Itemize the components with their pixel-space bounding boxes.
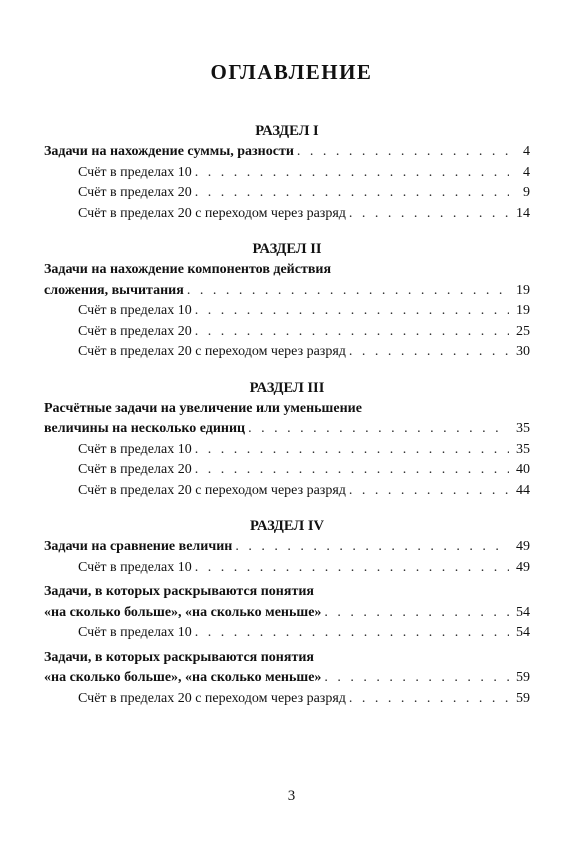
toc-entry-title: сложения, вычитания	[44, 282, 184, 298]
toc-entry-title: «на сколько больше», «на сколько меньше»	[44, 604, 322, 620]
toc-subentry[interactable]	[44, 623, 530, 644]
toc-subentry[interactable]	[44, 183, 530, 204]
toc-page-number: 4	[523, 164, 530, 180]
toc-entry-title: Счёт в пределах 20	[78, 462, 192, 477]
toc-page-number: 4	[523, 144, 530, 159]
dot-leader	[349, 342, 509, 363]
toc-subentry[interactable]	[44, 204, 530, 225]
toc-page-number: 35	[516, 421, 530, 436]
toc-subentry[interactable]	[44, 689, 530, 710]
table-of-contents	[44, 120, 530, 709]
toc-subentry[interactable]	[44, 460, 530, 481]
toc-subentry[interactable]	[44, 440, 530, 461]
toc-page-number: 30	[516, 344, 530, 359]
section-heading: РАЗДЕЛ III	[249, 379, 325, 396]
dot-leader	[195, 322, 509, 343]
section-heading: РАЗДЕЛ I	[255, 123, 319, 139]
dot-leader	[195, 460, 509, 481]
toc-entry-title: «на сколько больше», «на сколько меньше»	[44, 670, 322, 685]
toc-entry-title: Задачи на сравнение величин	[44, 539, 233, 554]
toc-entry[interactable]	[44, 668, 530, 689]
toc-entry[interactable]	[44, 142, 530, 163]
dot-leader	[297, 142, 509, 163]
section-heading: РАЗДЕЛ II	[252, 241, 322, 257]
toc-entry[interactable]	[44, 419, 530, 440]
toc-entry[interactable]	[44, 281, 530, 302]
dot-leader	[349, 689, 509, 710]
dot-leader	[324, 668, 509, 689]
page-title: ОГЛАВЛЕНИЕ	[210, 60, 373, 84]
toc-entry-title: Счёт в пределах 20	[78, 185, 192, 200]
section-gap	[44, 501, 530, 515]
dot-leader	[349, 481, 509, 502]
toc-page-number: 54	[516, 604, 530, 620]
dot-leader	[195, 623, 509, 644]
toc-page-number: 44	[516, 482, 530, 498]
toc-page-number: 49	[516, 539, 530, 554]
toc-entry-title: Счёт в пределах 20 с переходом через разряд	[78, 205, 346, 221]
toc-page-number: 14	[516, 205, 530, 221]
dot-leader	[349, 204, 509, 225]
toc-entry[interactable]	[44, 537, 530, 558]
toc-entry-title: Счёт в пределах 10	[78, 441, 192, 457]
toc-page-number: 49	[516, 559, 530, 575]
toc-entry-title: Счёт в пределах 10	[78, 625, 192, 640]
toc-page-number: 59	[516, 690, 530, 706]
section-gap	[44, 363, 530, 377]
toc-entry-title-line: Задачи, в которых раскрываются понятия	[44, 649, 314, 665]
toc-entry-title: Задачи на нахождение суммы, разности	[44, 144, 294, 159]
toc-subentry[interactable]	[44, 301, 530, 322]
toc-subentry[interactable]	[44, 558, 530, 579]
toc-page-number: 40	[516, 462, 530, 477]
dot-leader	[195, 301, 509, 322]
dot-leader	[324, 603, 509, 624]
toc-entry-title: величины на несколько единиц	[44, 421, 246, 436]
toc-entry-title: Счёт в пределах 20	[78, 323, 192, 339]
toc-entry-title-line: Задачи на нахождение компонентов действия	[44, 262, 332, 277]
toc-page-number: 19	[516, 282, 530, 298]
dot-leader	[235, 537, 509, 558]
page-number: 3	[287, 788, 296, 804]
toc-subentry[interactable]	[44, 163, 530, 184]
dot-leader	[195, 558, 509, 579]
toc-page-number: 35	[516, 441, 530, 457]
dot-leader	[195, 183, 509, 204]
dot-leader	[195, 163, 509, 184]
toc-entry-title: Счёт в пределах 20 с переходом через разряд	[78, 344, 346, 359]
toc-subentry[interactable]	[44, 322, 530, 343]
toc-entry-title-line: Задачи, в которых раскрываются понятия	[44, 584, 314, 599]
section-heading: РАЗДЕЛ IV	[250, 518, 324, 534]
toc-page-number: 54	[516, 625, 530, 640]
toc-page-number: 25	[516, 323, 530, 339]
toc-entry-title: Счёт в пределах 20 с переходом через разряд	[78, 482, 346, 498]
toc-entry-title-line: Расчётные задачи на увеличение или уменьшение	[44, 400, 362, 416]
toc-page-number: 59	[516, 670, 530, 685]
toc-entry-title: Счёт в пределах 10	[78, 164, 192, 180]
toc-entry-title: Счёт в пределах 10	[78, 303, 192, 318]
toc-page-number: 9	[523, 185, 530, 200]
toc-entry-title: Счёт в пределах 10	[78, 559, 192, 575]
toc-subentry[interactable]	[44, 481, 530, 502]
toc-subentry[interactable]	[44, 342, 530, 363]
dot-leader	[195, 440, 509, 461]
toc-entry-title: Счёт в пределах 20 с переходом через разряд	[78, 690, 346, 706]
dot-leader	[248, 419, 509, 440]
section-gap	[44, 224, 530, 238]
toc-page-number: 19	[516, 303, 530, 318]
dot-leader	[187, 281, 509, 302]
toc-entry[interactable]	[44, 603, 530, 624]
